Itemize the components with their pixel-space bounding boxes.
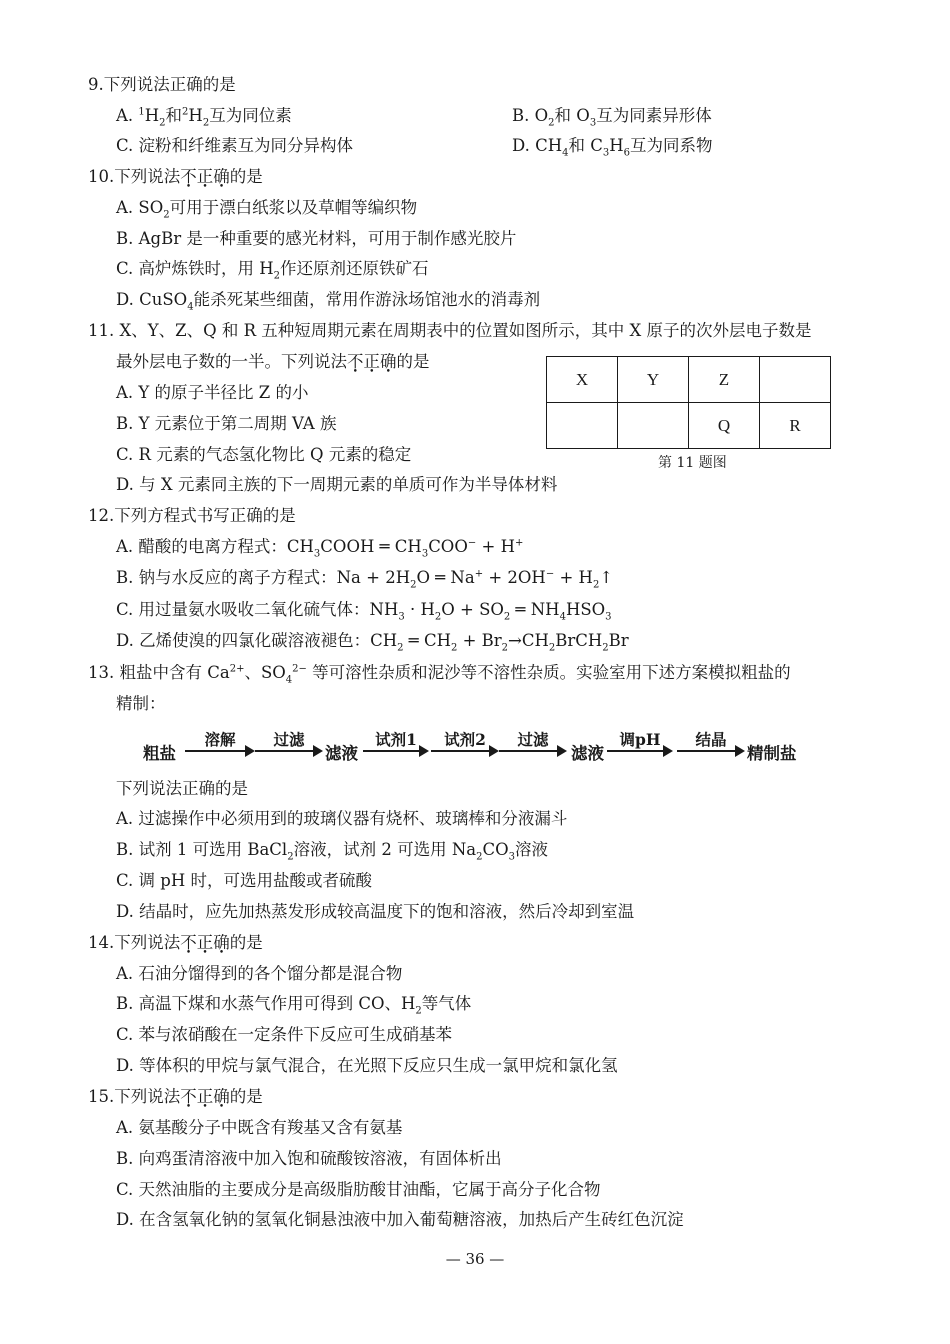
periodic-table-figure [546,356,831,449]
table-cell [760,357,831,403]
q15-option-c: C. 天然油脂的主要成分是高级脂肪酸甘油酯，它属于高分子化合物 [116,1180,601,1199]
q11-stem-line2: 最外层电子数的一半。下列说法不正确的是 [116,352,430,371]
q11-option-c: C. R 元素的气态氢化物比 Q 元素的稳定 [116,445,412,464]
q10-option-b: B. AgBr 是一种重要的感光材料，可用于制作感光胶片 [116,229,517,248]
q15-option-b: B. 向鸡蛋清溶液中加入饱和硫酸铵溶液，有固体析出 [116,1149,502,1168]
q14-option-a: A. 石油分馏得到的各个馏分都是混合物 [116,964,403,983]
q9-stem: 9.下列说法正确的是 [88,75,236,94]
q14-option-c: C. 苯与浓硝酸在一定条件下反应可生成硝基苯 [116,1025,453,1044]
q12-option-d: D. 乙烯使溴的四氯化碳溶液褪色：$CH_2$ ═ $CH_2$ + $Br_2\to CH_2BrCH_2Br$ [116,631,629,654]
flow-node: 滤液 [571,744,604,763]
q9-option-a: A. $^1H_2$和$^2H_2$互为同位素 [116,106,292,129]
table-cell: X [547,357,618,403]
q10-option-a: A. $SO_2$可用于漂白纸浆以及草帽等编织物 [116,198,418,221]
q11-stem-line1: 11. X、Y、Z、Q 和 R 五种短周期元素在周期表中的位置如图所示，其中 X 原子的次外层电子数是 [88,321,812,340]
q13-stem-line1: 13. 粗盐中含有 $Ca^{2+}$、$SO_4^{2-}$ 等可溶性杂质和泥沙等不溶性杂质。实验室用下述方案模拟粗盐的 [88,663,791,686]
flow-node: 粗盐 [143,744,176,763]
q11-option-d: D. 与 X 元素同主族的下一周期元素的单质可作为半导体材料 [116,475,558,494]
table-cell: Q [689,403,760,449]
q15-stem: 15.下列说法不正确的是 [88,1087,263,1106]
flow-node: 精制盐 [747,744,797,763]
q13-stem-line2: 精制： [116,694,166,713]
q12-stem: 12.下列方程式书写正确的是 [88,506,296,525]
q15-option-a: A. 氨基酸分子中既含有羧基又含有氨基 [116,1118,403,1137]
q10-option-c: C. 高炉炼铁时，用 $H_2$作还原剂还原铁矿石 [116,259,429,282]
q11-option-a: A. Y 的原子半径比 Z 的小 [116,383,309,402]
q10-stem: 10.下列说法不正确的是 [88,167,263,186]
table-cell: Y [618,357,689,403]
page-number: — 36 — [445,1250,505,1268]
q11-option-b: B. Y 元素位于第二周期 VA 族 [116,414,337,433]
purification-flow-diagram: 粗盐 溶解 过滤 滤液 试剂1 试剂2 过滤 滤液 调pH 结晶 精制盐 [143,730,797,763]
q12-option-b: B. 钠与水反应的离子方程式：$Na + 2H_2O$ ═ $Na^+ + 2OH^- + H_2↑$ [116,568,614,591]
q13-option-b: B. 试剂 1 可选用 BaCl$_2$溶液，试剂 2 可选用 $Na_2CO_3$溶液 [116,840,549,863]
q13-sub-stem: 下列说法正确的是 [116,779,248,798]
table-cell: Z [689,357,760,403]
q13-option-d: D. 结晶时，应先加热蒸发形成较高温度下的饱和溶液，然后冷却到室温 [116,902,635,921]
q15-option-d: D. 在含氢氧化钠的氢氧化铜悬浊液中加入葡萄糖溶液，加热后产生砖红色沉淀 [116,1210,684,1229]
q13-option-a: A. 过滤操作中必须用到的玻璃仪器有烧杯、玻璃棒和分液漏斗 [116,809,568,828]
q14-option-b: B. 高温下煤和水蒸气作用可得到 CO、$H_2$等气体 [116,994,472,1017]
q10-option-d: D. CuSO$_4$能杀死某些细菌，常用作游泳场馆池水的消毒剂 [116,290,541,313]
q9-option-b: B. $O_2$和 $O_3$互为同素异形体 [512,106,712,129]
q13-option-c: C. 调 pH 时，可选用盐酸或者硫酸 [116,871,372,890]
figure-caption: 第 11 题图 [658,455,727,471]
table-cell [547,403,618,449]
table-cell [618,403,689,449]
table-cell: R [760,403,831,449]
q14-stem: 14.下列说法不正确的是 [88,933,263,952]
q12-option-a: A. 醋酸的电离方程式：$CH_3COOH$ ═ $CH_3COO^- + H^+$ [116,537,524,560]
q14-option-d: D. 等体积的甲烷与氯气混合，在光照下反应只生成一氯甲烷和氯化氢 [116,1056,618,1075]
q12-option-c: C. 用过量氨水吸收二氧化硫气体：$NH_3 \cdot H_2O + SO_2$ ═ $NH_4HSO_3$ [116,600,612,623]
q9-option-c: C. 淀粉和纤维素互为同分异构体 [116,136,354,155]
flow-node: 滤液 [325,744,358,763]
q9-option-d: D. $CH_4$和 $C_3H_6$互为同系物 [512,136,713,159]
